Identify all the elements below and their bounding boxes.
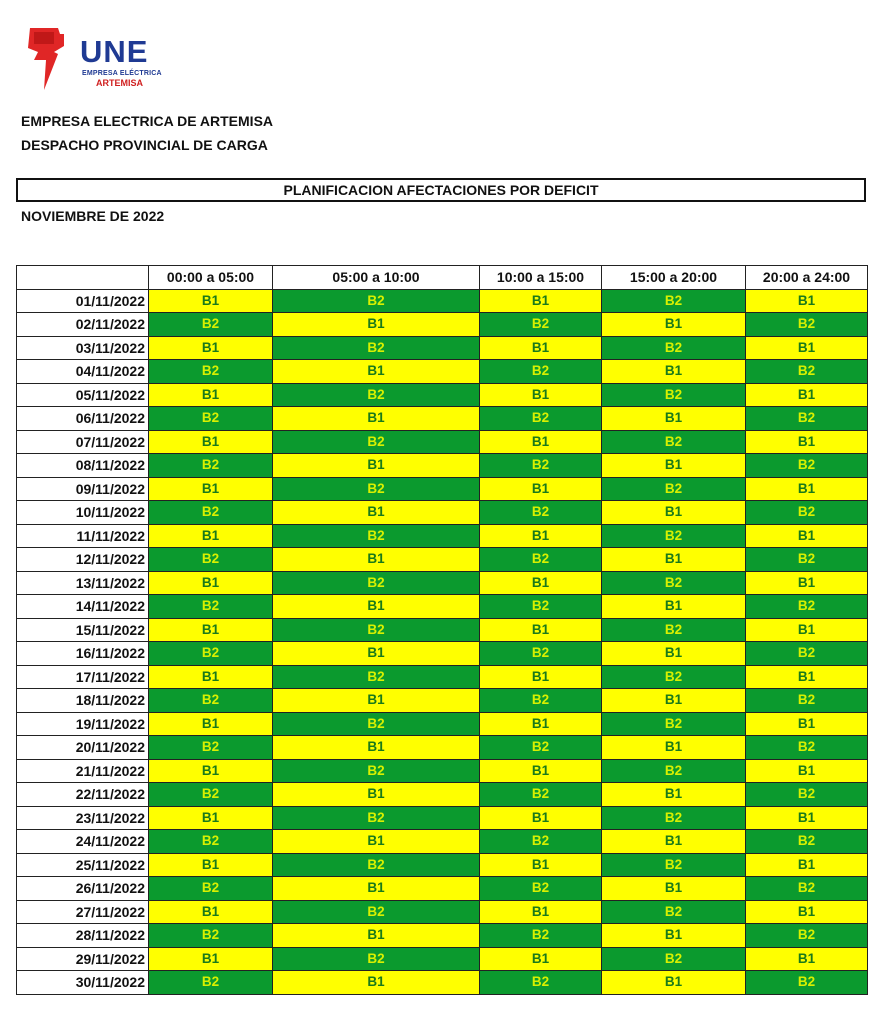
block-cell: B1 <box>149 853 273 877</box>
block-cell: B2 <box>746 360 868 384</box>
block-cell: B2 <box>273 853 480 877</box>
block-cell: B1 <box>149 336 273 360</box>
block-cell: B2 <box>602 618 746 642</box>
date-cell: 15/11/2022 <box>17 618 149 642</box>
block-cell: B1 <box>149 806 273 830</box>
table-row <box>17 289 868 313</box>
date-cell: 21/11/2022 <box>17 759 149 783</box>
block-cell: B1 <box>273 407 480 431</box>
block-cell: B2 <box>746 830 868 854</box>
block-cell: B1 <box>746 806 868 830</box>
block-cell: B2 <box>602 900 746 924</box>
block-cell: B2 <box>602 806 746 830</box>
block-cell: B1 <box>746 430 868 454</box>
block-cell: B1 <box>480 665 602 689</box>
date-cell: 11/11/2022 <box>17 524 149 548</box>
block-cell: B1 <box>273 971 480 995</box>
block-cell: B1 <box>480 571 602 595</box>
block-cell: B1 <box>149 618 273 642</box>
block-cell: B1 <box>149 759 273 783</box>
block-cell: B1 <box>273 689 480 713</box>
block-cell: B1 <box>149 712 273 736</box>
date-cell: 12/11/2022 <box>17 548 149 572</box>
table-row <box>17 736 868 760</box>
logo-text: UNE <box>80 34 149 69</box>
block-cell: B2 <box>746 971 868 995</box>
block-cell: B1 <box>746 618 868 642</box>
date-cell: 03/11/2022 <box>17 336 149 360</box>
block-cell: B1 <box>273 548 480 572</box>
date-cell: 28/11/2022 <box>17 924 149 948</box>
block-cell: B2 <box>149 595 273 619</box>
block-cell: B1 <box>480 618 602 642</box>
block-cell: B1 <box>746 383 868 407</box>
document-title-text: PLANIFICACION AFECTACIONES POR DEFICIT <box>283 182 599 198</box>
table-row <box>17 618 868 642</box>
block-cell: B1 <box>602 877 746 901</box>
schedule-table <box>16 265 868 995</box>
block-cell: B2 <box>149 783 273 807</box>
date-cell: 01/11/2022 <box>17 289 149 313</box>
table-row <box>17 524 868 548</box>
table-row <box>17 336 868 360</box>
block-cell: B2 <box>273 289 480 313</box>
block-cell: B1 <box>602 454 746 478</box>
block-cell: B2 <box>480 313 602 337</box>
block-cell: B2 <box>746 642 868 666</box>
date-cell: 09/11/2022 <box>17 477 149 501</box>
une-logo <box>24 24 174 94</box>
date-cell: 08/11/2022 <box>17 454 149 478</box>
org-name: EMPRESA ELECTRICA DE ARTEMISA <box>21 113 274 129</box>
table-header-row <box>17 266 868 290</box>
date-cell: 23/11/2022 <box>17 806 149 830</box>
block-cell: B2 <box>480 830 602 854</box>
block-cell: B2 <box>602 524 746 548</box>
block-cell: B1 <box>480 806 602 830</box>
block-cell: B2 <box>149 642 273 666</box>
block-cell: B1 <box>149 947 273 971</box>
logo-subtitle: EMPRESA ELÉCTRICA <box>82 70 162 77</box>
block-cell: B2 <box>149 971 273 995</box>
date-cell: 20/11/2022 <box>17 736 149 760</box>
block-cell: B1 <box>480 383 602 407</box>
block-cell: B1 <box>746 477 868 501</box>
date-cell: 16/11/2022 <box>17 642 149 666</box>
block-cell: B2 <box>273 383 480 407</box>
block-cell: B1 <box>602 313 746 337</box>
table-row <box>17 313 868 337</box>
table-row <box>17 877 868 901</box>
block-cell: B2 <box>602 853 746 877</box>
block-cell: B1 <box>602 407 746 431</box>
header-cell: 10:00 a 15:00 <box>480 266 602 290</box>
block-cell: B2 <box>480 689 602 713</box>
block-cell: B1 <box>602 736 746 760</box>
block-cell: B2 <box>602 712 746 736</box>
block-cell: B2 <box>273 524 480 548</box>
block-cell: B1 <box>602 689 746 713</box>
block-cell: B2 <box>273 336 480 360</box>
block-cell: B2 <box>149 501 273 525</box>
block-cell: B1 <box>480 900 602 924</box>
table-row <box>17 595 868 619</box>
block-cell: B2 <box>273 712 480 736</box>
block-cell: B1 <box>149 665 273 689</box>
table-row <box>17 383 868 407</box>
block-cell: B2 <box>149 689 273 713</box>
block-cell: B2 <box>746 454 868 478</box>
block-cell: B1 <box>602 924 746 948</box>
table-row <box>17 971 868 995</box>
table-row <box>17 759 868 783</box>
block-cell: B2 <box>602 289 746 313</box>
block-cell: B2 <box>480 360 602 384</box>
table-row <box>17 947 868 971</box>
table-row <box>17 665 868 689</box>
date-cell: 18/11/2022 <box>17 689 149 713</box>
block-cell: B1 <box>273 313 480 337</box>
block-cell: B1 <box>746 571 868 595</box>
block-cell: B1 <box>149 430 273 454</box>
block-cell: B1 <box>602 642 746 666</box>
block-cell: B2 <box>480 783 602 807</box>
table-row <box>17 806 868 830</box>
block-cell: B2 <box>149 407 273 431</box>
block-cell: B1 <box>480 524 602 548</box>
block-cell: B2 <box>149 736 273 760</box>
block-cell: B2 <box>480 407 602 431</box>
date-cell: 04/11/2022 <box>17 360 149 384</box>
block-cell: B2 <box>149 548 273 572</box>
block-cell: B2 <box>480 642 602 666</box>
block-cell: B2 <box>149 830 273 854</box>
block-cell: B1 <box>480 430 602 454</box>
block-cell: B2 <box>602 336 746 360</box>
block-cell: B1 <box>480 712 602 736</box>
block-cell: B1 <box>602 783 746 807</box>
block-cell: B2 <box>746 689 868 713</box>
table-row <box>17 924 868 948</box>
header-cell: 00:00 a 05:00 <box>149 266 273 290</box>
table-row <box>17 501 868 525</box>
block-cell: B2 <box>149 924 273 948</box>
block-cell: B1 <box>149 383 273 407</box>
table-row <box>17 571 868 595</box>
block-cell: B2 <box>602 383 746 407</box>
table-row <box>17 360 868 384</box>
block-cell: B2 <box>602 477 746 501</box>
block-cell: B1 <box>149 900 273 924</box>
table-row <box>17 783 868 807</box>
block-cell: B2 <box>273 900 480 924</box>
document-title <box>16 178 866 202</box>
block-cell: B1 <box>273 642 480 666</box>
date-cell: 24/11/2022 <box>17 830 149 854</box>
block-cell: B1 <box>273 924 480 948</box>
date-cell: 17/11/2022 <box>17 665 149 689</box>
block-cell: B1 <box>480 759 602 783</box>
block-cell: B2 <box>273 477 480 501</box>
table-row <box>17 477 868 501</box>
table-row <box>17 548 868 572</box>
block-cell: B1 <box>273 595 480 619</box>
table-row <box>17 712 868 736</box>
table-row <box>17 853 868 877</box>
table-row <box>17 642 868 666</box>
block-cell: B2 <box>273 430 480 454</box>
block-cell: B2 <box>480 877 602 901</box>
block-cell: B2 <box>480 736 602 760</box>
org-department: DESPACHO PROVINCIAL DE CARGA <box>21 137 268 153</box>
block-cell: B1 <box>273 501 480 525</box>
date-cell: 14/11/2022 <box>17 595 149 619</box>
block-cell: B2 <box>273 618 480 642</box>
date-cell: 10/11/2022 <box>17 501 149 525</box>
date-cell: 25/11/2022 <box>17 853 149 877</box>
block-cell: B1 <box>273 877 480 901</box>
date-cell: 06/11/2022 <box>17 407 149 431</box>
date-cell: 26/11/2022 <box>17 877 149 901</box>
block-cell: B2 <box>602 759 746 783</box>
block-cell: B1 <box>746 336 868 360</box>
block-cell: B1 <box>149 477 273 501</box>
block-cell: B2 <box>602 665 746 689</box>
date-cell: 29/11/2022 <box>17 947 149 971</box>
block-cell: B1 <box>273 736 480 760</box>
block-cell: B2 <box>746 595 868 619</box>
date-cell: 30/11/2022 <box>17 971 149 995</box>
block-cell: B1 <box>746 947 868 971</box>
block-cell: B2 <box>746 313 868 337</box>
date-cell: 02/11/2022 <box>17 313 149 337</box>
date-cell: 07/11/2022 <box>17 430 149 454</box>
block-cell: B1 <box>480 336 602 360</box>
block-cell: B1 <box>746 665 868 689</box>
block-cell: B1 <box>602 360 746 384</box>
table-row <box>17 900 868 924</box>
block-cell: B2 <box>602 571 746 595</box>
block-cell: B2 <box>149 360 273 384</box>
block-cell: B2 <box>746 407 868 431</box>
block-cell: B1 <box>602 830 746 854</box>
block-cell: B1 <box>746 759 868 783</box>
block-cell: B2 <box>602 430 746 454</box>
block-cell: B2 <box>480 595 602 619</box>
block-cell: B1 <box>746 853 868 877</box>
block-cell: B1 <box>273 830 480 854</box>
block-cell: B2 <box>149 454 273 478</box>
header-cell <box>17 266 149 290</box>
block-cell: B1 <box>746 712 868 736</box>
block-cell: B2 <box>273 947 480 971</box>
block-cell: B1 <box>480 289 602 313</box>
block-cell: B2 <box>480 454 602 478</box>
date-cell: 05/11/2022 <box>17 383 149 407</box>
block-cell: B2 <box>746 877 868 901</box>
date-cell: 19/11/2022 <box>17 712 149 736</box>
block-cell: B1 <box>273 360 480 384</box>
block-cell: B1 <box>273 783 480 807</box>
block-cell: B2 <box>746 924 868 948</box>
block-cell: B2 <box>746 736 868 760</box>
fist-lightning-icon <box>24 24 74 94</box>
table-row <box>17 407 868 431</box>
block-cell: B2 <box>746 548 868 572</box>
block-cell: B1 <box>746 524 868 548</box>
block-cell: B1 <box>273 454 480 478</box>
block-cell: B1 <box>480 477 602 501</box>
logo-region: ARTEMISA <box>96 78 143 88</box>
block-cell: B2 <box>480 971 602 995</box>
block-cell: B2 <box>480 548 602 572</box>
month-label: NOVIEMBRE DE 2022 <box>21 208 165 224</box>
block-cell: B2 <box>746 783 868 807</box>
block-cell: B2 <box>273 806 480 830</box>
block-cell: B1 <box>746 900 868 924</box>
block-cell: B2 <box>480 924 602 948</box>
table-row <box>17 689 868 713</box>
block-cell: B2 <box>273 665 480 689</box>
table-row <box>17 454 868 478</box>
block-cell: B1 <box>149 524 273 548</box>
block-cell: B1 <box>746 289 868 313</box>
header-cell: 15:00 a 20:00 <box>602 266 746 290</box>
block-cell: B1 <box>602 971 746 995</box>
block-cell: B2 <box>149 877 273 901</box>
block-cell: B1 <box>149 571 273 595</box>
header-cell: 20:00 a 24:00 <box>746 266 868 290</box>
block-cell: B2 <box>149 313 273 337</box>
table-row <box>17 430 868 454</box>
block-cell: B1 <box>480 947 602 971</box>
block-cell: B1 <box>480 853 602 877</box>
block-cell: B2 <box>273 759 480 783</box>
block-cell: B1 <box>602 548 746 572</box>
header-cell: 05:00 a 10:00 <box>273 266 480 290</box>
date-cell: 27/11/2022 <box>17 900 149 924</box>
date-cell: 22/11/2022 <box>17 783 149 807</box>
block-cell: B2 <box>746 501 868 525</box>
block-cell: B1 <box>602 501 746 525</box>
block-cell: B1 <box>602 595 746 619</box>
block-cell: B2 <box>273 571 480 595</box>
table-row <box>17 830 868 854</box>
date-cell: 13/11/2022 <box>17 571 149 595</box>
block-cell: B2 <box>602 947 746 971</box>
block-cell: B2 <box>480 501 602 525</box>
block-cell: B1 <box>149 289 273 313</box>
